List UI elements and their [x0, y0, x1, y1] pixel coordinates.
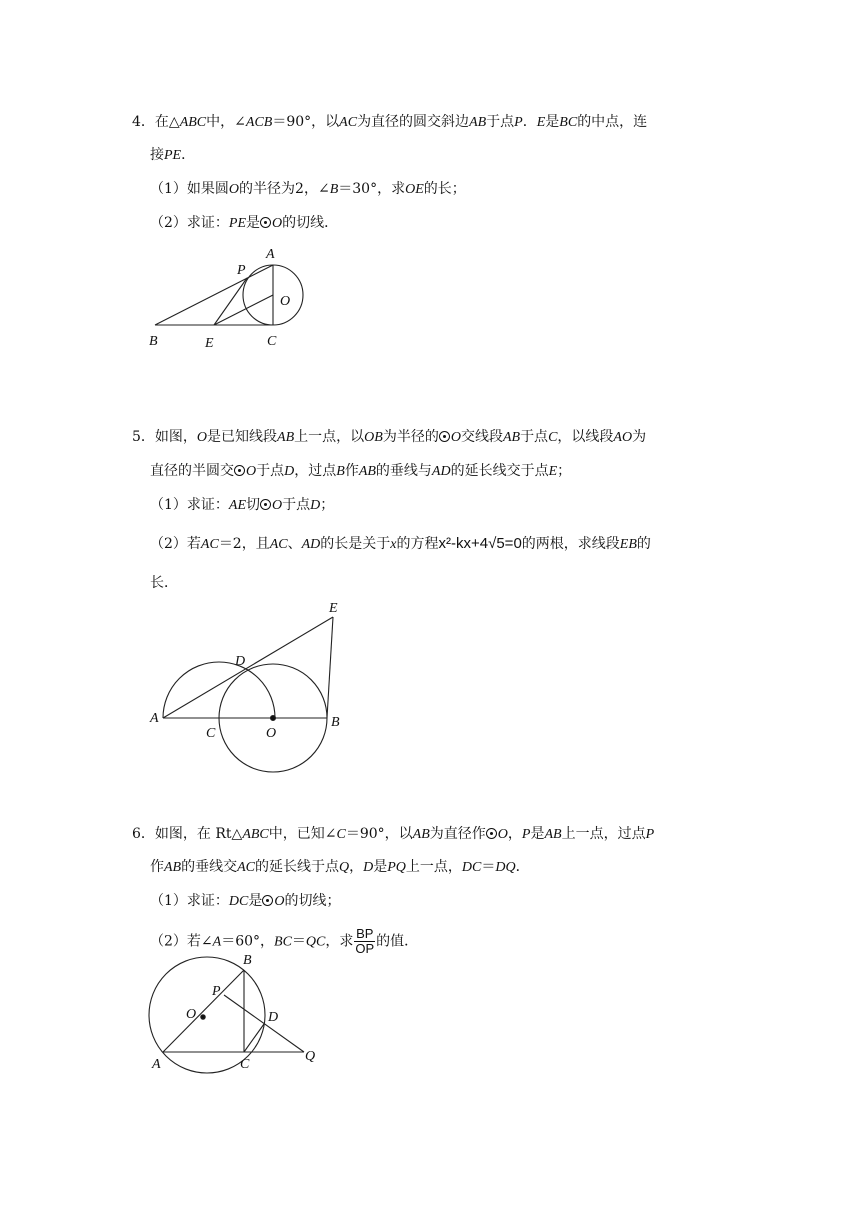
p6-label-O: O [186, 1007, 197, 1022]
p4-label-P: P [237, 263, 246, 278]
p6-label-P: P [212, 984, 221, 999]
p6-label-C: C [240, 1057, 250, 1072]
p6-label-B: B [243, 953, 252, 968]
p4-line1: 4．在△ABC中，∠ACB＝90°，以AC为直径的圆交斜边AB于点P．E是BC的中点，连 [132, 114, 648, 130]
p6-line1: 6．如图，在 Rt△ABC中，已知∠C＝90°，以AB为直径作 O，P是AB上一点，过点P [132, 826, 655, 842]
p6-question2: （2）若∠A＝60°，BC＝QC，求 $\frac{BP}{OP}$ 的值． [150, 926, 419, 956]
p4-label-B: B [149, 334, 158, 349]
p5-line1: 5．如图，O是已知线段AB上一点，以OB为半径的 O交线段AB于点C，以线段AO为 [132, 429, 647, 445]
p4-label-E: E [205, 336, 214, 351]
p5-label-B: B [331, 715, 340, 730]
p5-label-C: C [206, 726, 216, 741]
p4-question1: （1）如果圆O的半径为2，∠B＝30°，求OE的长； [150, 181, 466, 197]
p6-question1: （1）求证：DC是 O的切线； [150, 893, 341, 909]
p6-label-A: A [152, 1057, 161, 1072]
p5-label-D: D [235, 654, 246, 669]
p5-label-E: E [329, 601, 338, 616]
p5-question1: （1）求证：AE切 O于点D； [150, 497, 335, 513]
p4-label-C: C [267, 334, 277, 349]
p6-line2: 作AB的垂线交AC的延长线于点Q，D是PQ上一点，DC＝DQ． [150, 859, 530, 875]
p4-label-A: A [266, 247, 275, 262]
p6-label-D: D [268, 1010, 279, 1025]
p4-question2: （2）求证：PE是 O的切线． [150, 215, 339, 231]
p5-label-O: O [266, 726, 277, 741]
equation: x²-kx+4√5=0 [438, 535, 522, 552]
p5-question2-cont: 长． [150, 575, 178, 591]
p4-line2: 接PE． [150, 147, 196, 163]
p4-label-O: O [280, 294, 291, 309]
p5-line2: 直径的半圆交 O于点D，过点B作AB的垂线与AD的延长线交于点E； [150, 463, 572, 479]
p6-label-Q: Q [305, 1049, 316, 1064]
fraction-bp-over-op: $\frac{BP}{OP}$ [355, 926, 375, 956]
p5-label-A: A [150, 711, 159, 726]
p5-question2: （2）若AC＝2，且AC、AD的长是关于x的方程x²-kx+4√5=0的两根，求线段EB的 [150, 535, 651, 552]
